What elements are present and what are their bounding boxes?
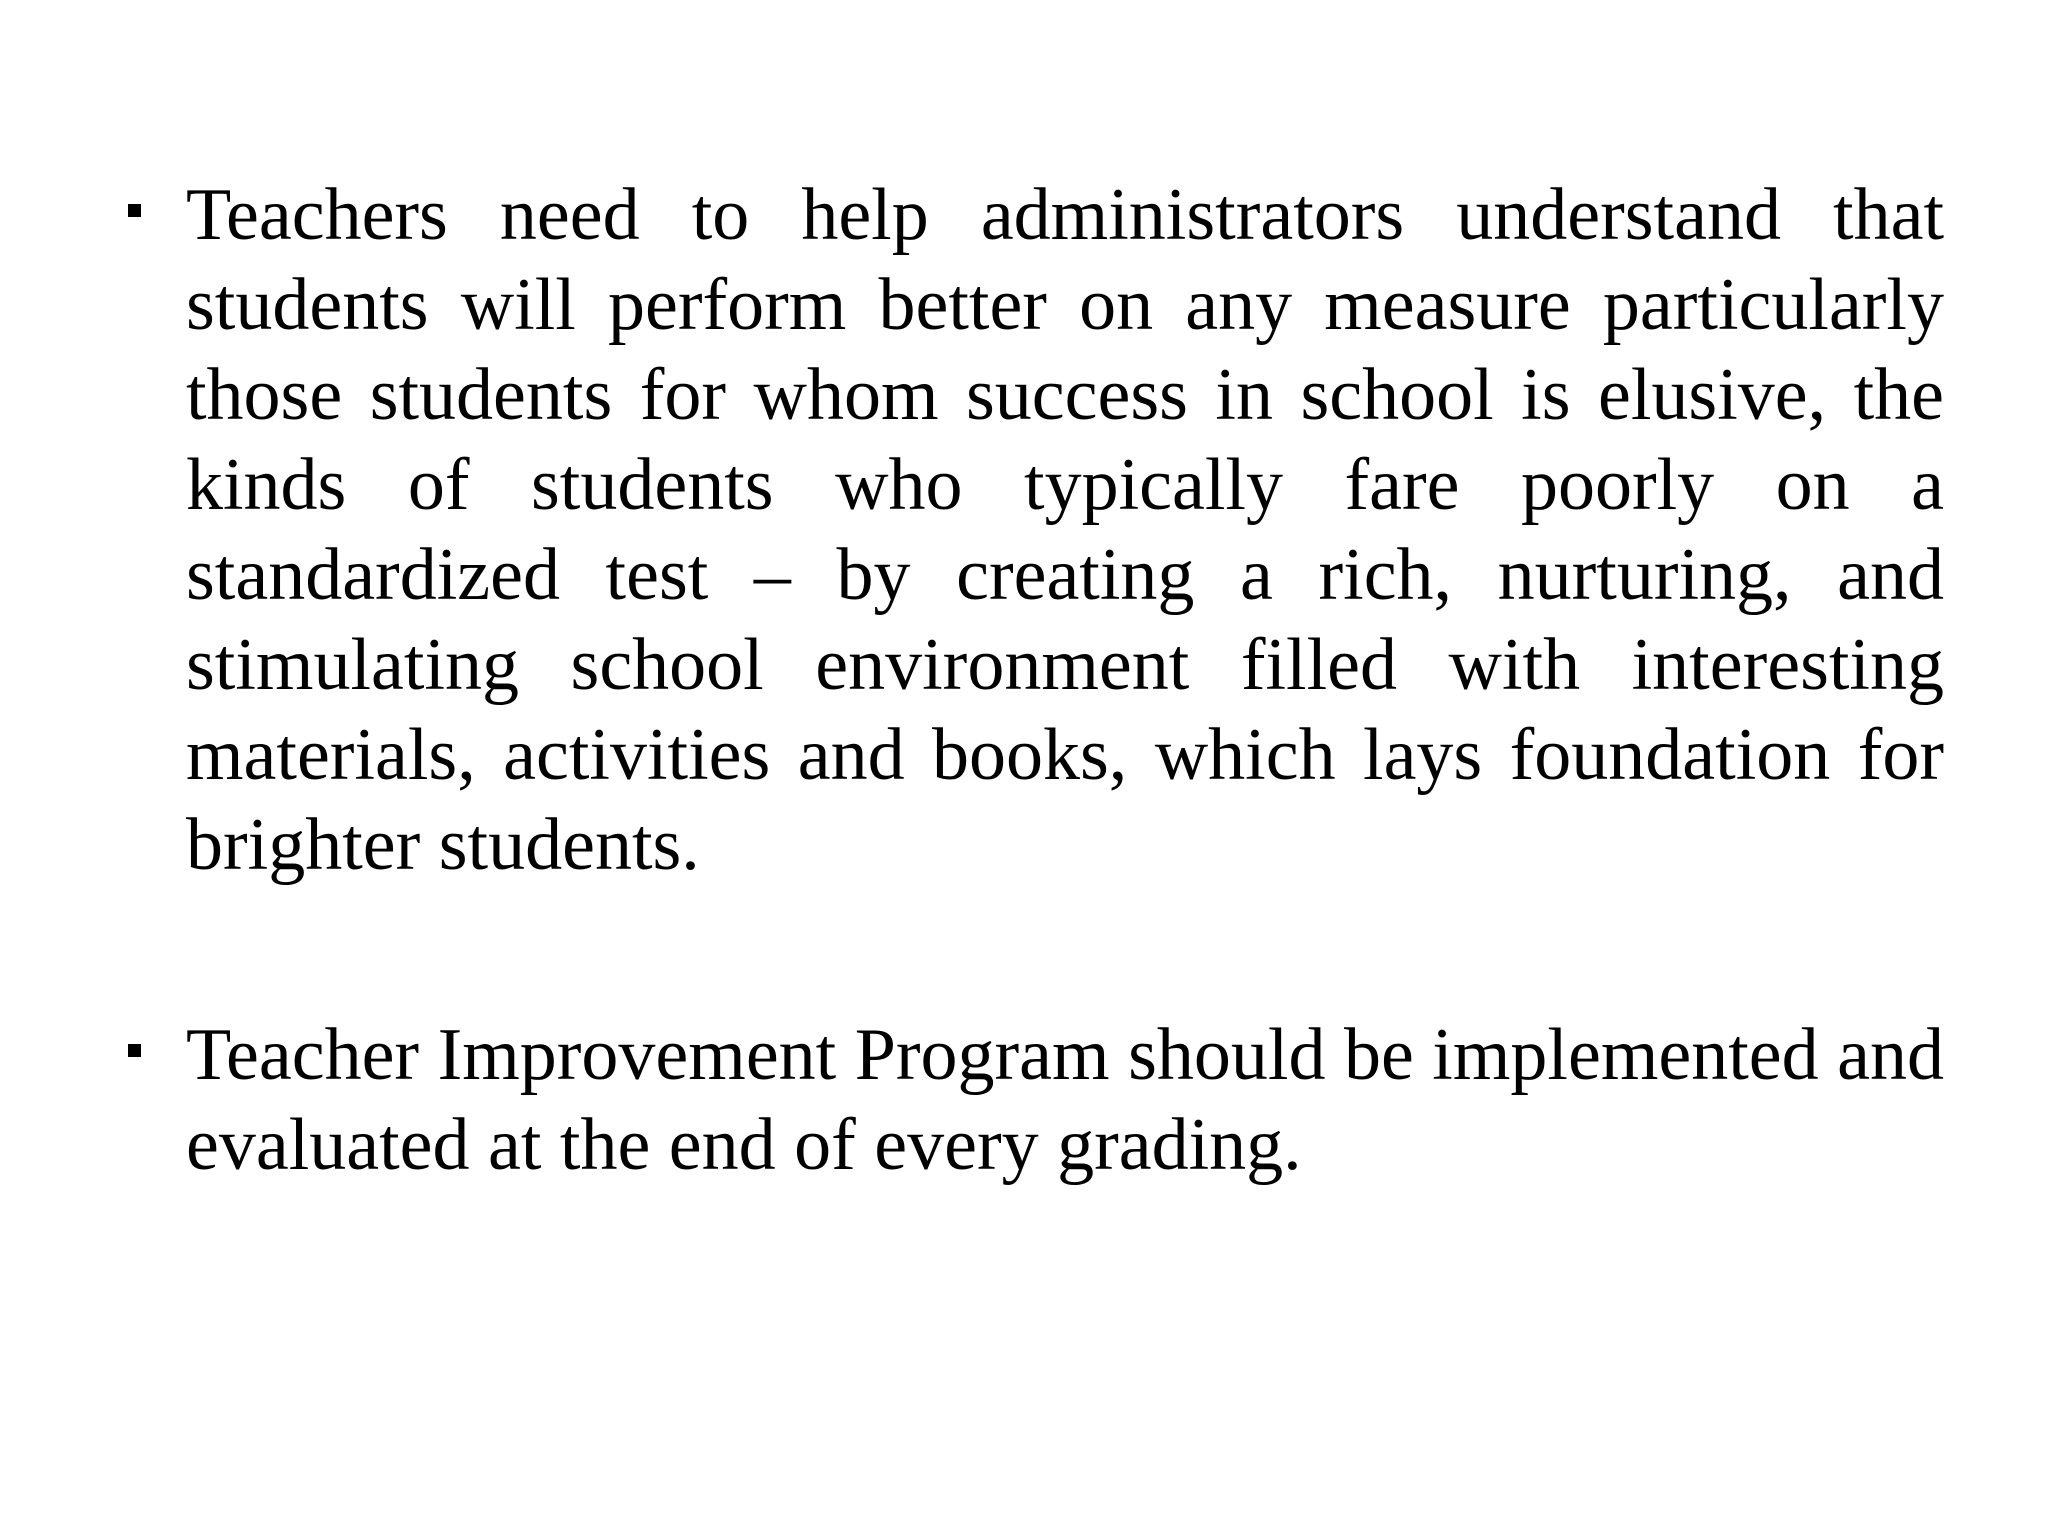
bullet-list (128, 170, 1944, 1190)
square-bullet-icon (128, 1044, 141, 1057)
bullet-text: Teacher Improvement Program should be implemented and evaluated at the end of every grading. (186, 1014, 1944, 1186)
bullet-item (128, 170, 1944, 890)
square-bullet-icon (128, 204, 141, 217)
bullet-text: Teachers need to help administrators understand that students will perform better on any measure particularly those students for whom success in school is elusive, the kinds of students who typically fare poorly on a standardized test – by creating a rich, nurturing, and stimulating school environment filled with interesting materials, activities and books, which lays foundation for brighter students. (186, 174, 1944, 886)
bullet-item (128, 1010, 1944, 1190)
